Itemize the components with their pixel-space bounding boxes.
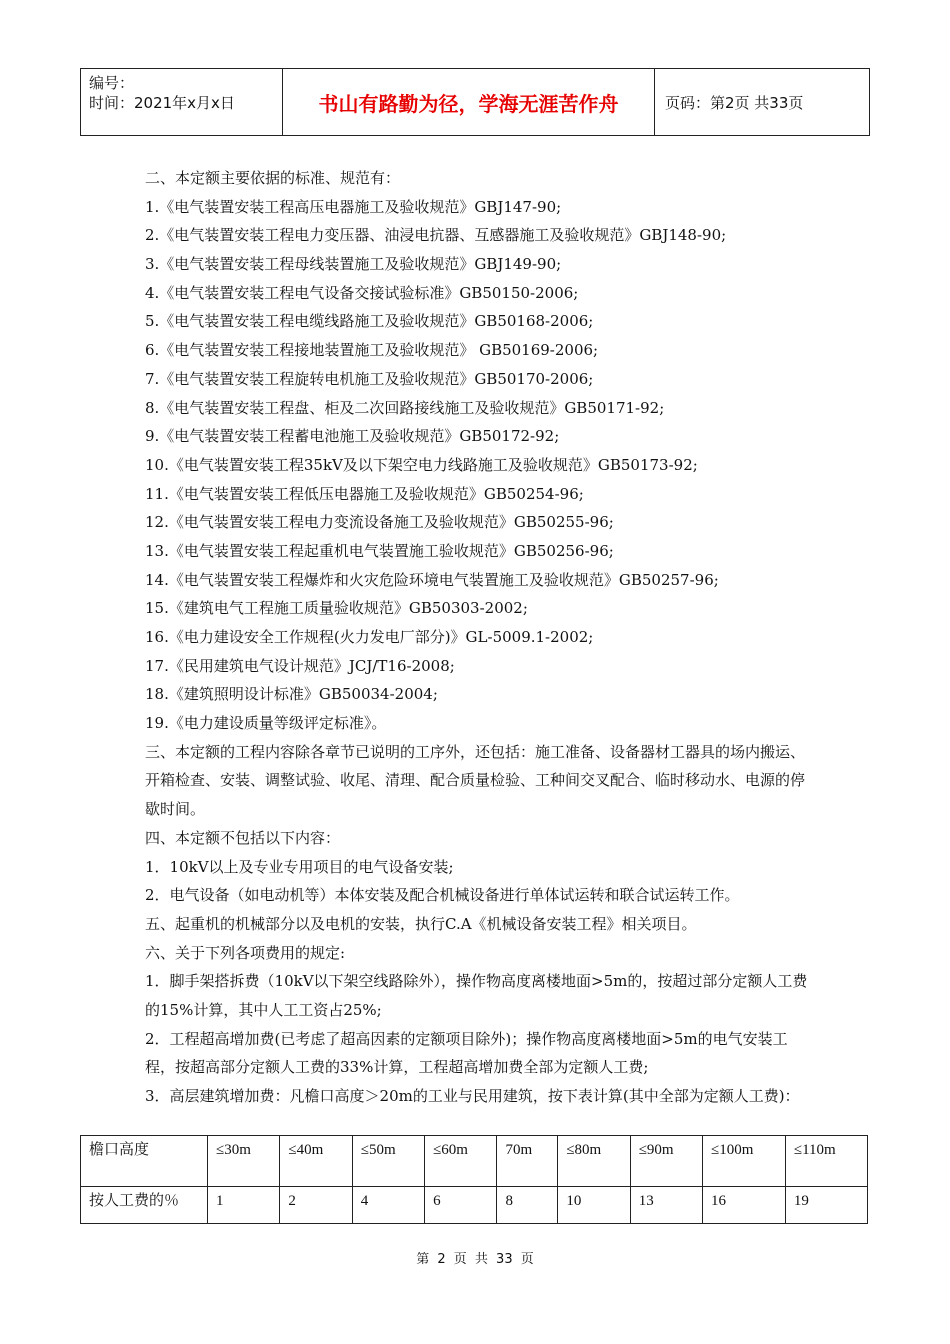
height-cell: ≤60m	[425, 1136, 497, 1187]
percent-cell: 16	[703, 1187, 786, 1224]
text-line: 3.《电气装置安装工程母线装置施工及验收规范》GBJ149-90;	[145, 255, 562, 274]
height-surcharge-table	[80, 1135, 868, 1224]
text-line: 10.《电气装置安装工程35kV及以下架空电力线路施工及验收规范》GB50173-92;	[145, 455, 698, 474]
document-body	[145, 164, 810, 1111]
text-line: 二、本定额主要依据的标准、规范有：	[145, 169, 401, 187]
header-motto: 书山有路勤为径，学海无涯苦作舟	[283, 69, 655, 135]
text-line: 2.《电气装置安装工程电力变压器、油浸电抗器、互感器施工及验收规范》GBJ148-90;	[145, 226, 727, 245]
text-line: 9.《电气装置安装工程蓄电池施工及验收规范》GB50172-92;	[145, 427, 560, 446]
table-row-heights	[81, 1136, 868, 1187]
text-line: 12.《电气装置安装工程电力变流设备施工及验收规范》GB50255-96;	[145, 513, 614, 532]
row-label-height: 檐口高度	[81, 1136, 208, 1187]
percent-cell: 1	[208, 1187, 280, 1224]
page-header	[80, 68, 870, 136]
paragraph-3: 三、本定额的工程内容除各章节已说明的工序外，还包括：施工准备、设备器材工器具的场内搬运、开箱检查、安装、调整试验、收尾、清理、配合质量检验、工种间交叉配合、临时移动水、电源的停歇时间。	[145, 742, 806, 819]
text-line: 1．10kV以上及专业专用项目的电气设备安装;	[145, 857, 454, 876]
percent-cell: 19	[785, 1187, 867, 1224]
text-line: 8.《电气装置安装工程盘、柜及二次回路接线施工及验收规范》GB50171-92;	[145, 398, 665, 417]
text-line: 14.《电气装置安装工程爆炸和火灾危险环境电气装置施工及验收规范》GB50257-96;	[145, 570, 719, 589]
percent-cell: 6	[425, 1187, 497, 1224]
text-line: 六、关于下列各项费用的规定:	[145, 943, 346, 962]
text-line: 2．电气设备（如电动机等）本体安装及配合机械设备进行单体试运转和联合试运转工作。	[145, 886, 740, 905]
height-cell: ≤110m	[785, 1136, 867, 1187]
percent-cell: 13	[630, 1187, 702, 1224]
paragraph-6-3: 3．高层建筑增加费：凡檐口高度＞20m的工业与民用建筑，按下表计算(其中全部为定额人工费)：	[145, 1087, 800, 1106]
page-footer: 第 2 页 共 33 页	[416, 1252, 534, 1267]
percent-cell: 2	[280, 1187, 352, 1224]
date-label: 时间：2021年x月x日	[89, 94, 235, 112]
height-cell: 70m	[497, 1136, 558, 1187]
paragraph-6-1: 1．脚手架搭拆费（10kV以下架空线路除外），操作物高度离楼地面>5m的，按超过部分定额人工费的15%计算，其中人工工资占25%;	[145, 972, 808, 1019]
text-line: 19.《电力建设质量等级评定标准》。	[145, 714, 387, 733]
text-line: 4.《电气装置安装工程电气设备交接试验标准》GB50150-2006;	[145, 283, 579, 302]
height-cell: ≤90m	[630, 1136, 702, 1187]
text-line: 16.《电力建设安全工作规程(火力发电厂部分)》GL-5009.1-2002;	[145, 628, 594, 646]
text-line: 五、起重机的机械部分以及电机的安装，执行C.A《机械设备安装工程》相关项目。	[145, 914, 697, 933]
text-line: 17.《民用建筑电气设计规范》JCJ/T16-2008;	[145, 656, 455, 675]
height-cell: ≤80m	[558, 1136, 630, 1187]
percent-cell: 8	[497, 1187, 558, 1224]
number-label: 编号：	[89, 74, 135, 92]
header-page-info: 页码：第2页 共33页	[665, 93, 804, 112]
text-line: 四、本定额不包括以下内容：	[145, 828, 341, 847]
height-cell: ≤40m	[280, 1136, 352, 1187]
text-line: 15.《建筑电气工程施工质量验收规范》GB50303-2002;	[145, 599, 528, 618]
text-line: 13.《电气装置安装工程起重机电气装置施工验收规范》GB50256-96;	[145, 541, 614, 560]
paragraph-6-2: 2．工程超高增加费(已考虑了超高因素的定额项目除外)；操作物高度离楼地面>5m的电气安装工程，按超高部分定额人工费的33%计算，工程超高增加费全部为定额人工费;	[145, 1029, 788, 1077]
text-line: 7.《电气装置安装工程旋转电机施工及验收规范》GB50170-2006;	[145, 369, 594, 388]
text-line: 5.《电气装置安装工程电缆线路施工及验收规范》GB50168-2006;	[145, 312, 594, 331]
percent-cell: 10	[558, 1187, 630, 1224]
table-row-percents	[81, 1187, 868, 1224]
percent-cell: 4	[352, 1187, 424, 1224]
text-line: 6.《电气装置安装工程接地装置施工及验收规范》 GB50169-2006;	[145, 341, 599, 360]
header-left-cell	[81, 69, 283, 135]
text-line: 11.《电气装置安装工程低压电器施工及验收规范》GB50254-96;	[145, 484, 584, 503]
height-cell: ≤50m	[352, 1136, 424, 1187]
section-4-5-6	[145, 824, 810, 967]
height-cell: ≤100m	[703, 1136, 786, 1187]
text-line: 1.《电气装置安装工程高压电器施工及验收规范》GBJ147-90;	[145, 197, 562, 216]
text-line: 18.《建筑照明设计标准》GB50034-2004;	[145, 685, 438, 704]
standards-list	[145, 164, 810, 738]
row-label-percent: 按人工费的％	[81, 1187, 208, 1224]
height-cell: ≤30m	[208, 1136, 280, 1187]
